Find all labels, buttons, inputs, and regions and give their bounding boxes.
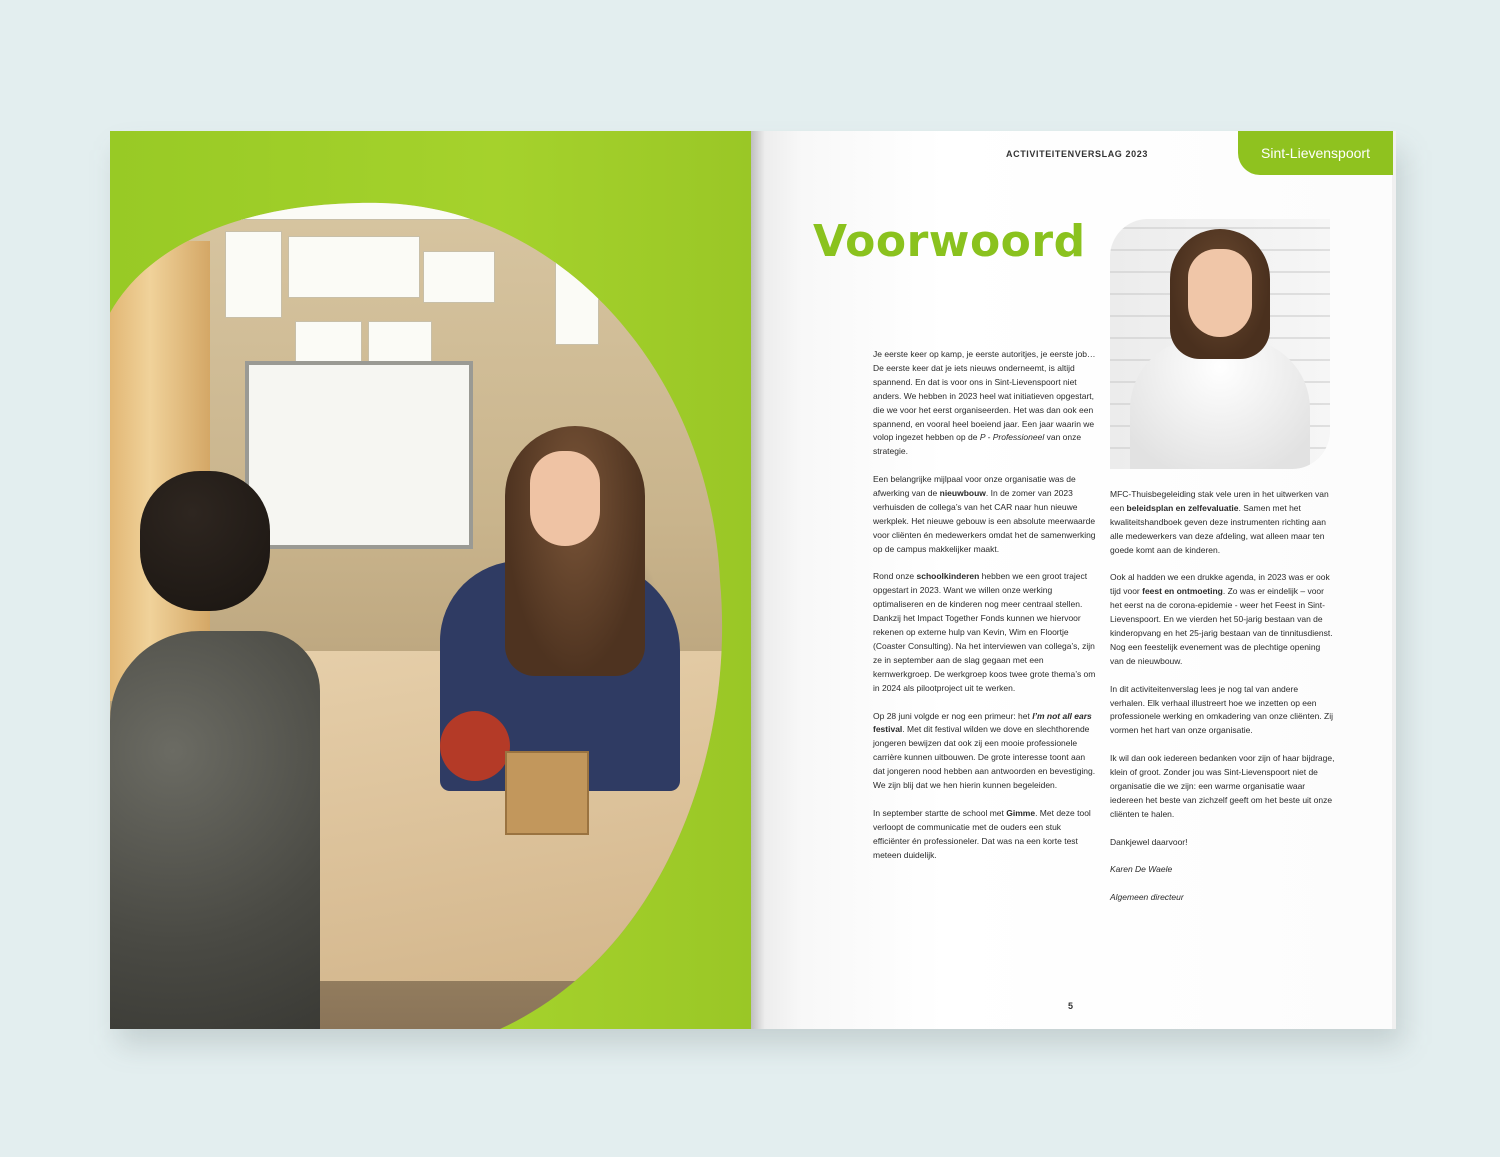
director-portrait <box>1110 219 1330 469</box>
signature-name: Karen De Waele <box>1110 864 1173 875</box>
alphabet-poster <box>228 196 480 220</box>
portrait-face <box>1188 249 1252 337</box>
signature-title: Algemeen directeur <box>1110 892 1184 903</box>
paragraph: MFC-Thuisbegeleiding stak vele uren in het uitwerken van een beleidsplan en zelfevaluatie. Samen met het kwaliteitshandboek geven deze instrumenten richting aan alle medewerkers van deze afdeling, wat alleen maar ten goede komt aan de kinderen. <box>1110 489 1329 555</box>
paragraph: In dit activiteitenverslag lees je nog tal van andere verhalen. Elk verhaal illustreert hoe we inzetten op een professionele werking en omkadering van onze cliënten. Zij vormen het hart van onze organisatie. <box>1110 683 1334 736</box>
teacher-face <box>530 451 600 546</box>
red-toy <box>440 711 510 781</box>
text-column-right <box>1110 488 1335 919</box>
left-page <box>110 131 751 1029</box>
wall-poster <box>423 251 495 303</box>
paragraph: Rond onze schoolkinderen hebben we een groot traject opgestart in 2023. Want we willen onze werking optimaliseren en de kinderen nog meer centraal stellen. Dankzij het Impact Together Fonds kunnen we hiervoor rekenen op externe hulp van Kevin, Wim en Floortje (Coaster Consulting). Na het interviewen van collega’s, zijn ze in september aan de slag gegaan met een kernwerkgroep. De werkgroep koos twee grote thema’s om in 2024 als pilootproject uit te werken. <box>873 571 1096 693</box>
paragraph: Ik wil dan ook iedereen bedanken voor zijn of haar bijdrage, klein of groot. Zonder jou was Sint-Lievenspoort niet de organisatie die we zijn: een warme organisatie waar iedereen het beste van zichzelf geeft om het beste uit onze cliënten te halen. <box>1110 753 1335 819</box>
boy-head <box>140 471 270 611</box>
paragraph: Een belangrijke mijlpaal voor onze organisatie was de afwerking van de nieuwbouw. In de zomer van 2023 verhuisden de collega’s van het CAR naar hun nieuwe werkplek. Het nieuwe gebouw is een absolute meerwaarde voor cliënten én medewerkers omdat het de samenwerking op de campus makkelijker maakt. <box>873 474 1096 554</box>
section-tab: Sint-Lievenspoort <box>1238 131 1393 175</box>
wall-poster <box>288 236 420 298</box>
page-number: 5 <box>1068 1001 1074 1011</box>
running-head: ACTIVITEITENVERSLAG 2023 <box>1006 149 1148 159</box>
paragraph: In september startte de school met Gimme. Met deze tool verloopt de communicatie met de ouders een stuk efficiënter én professioneler. Dat was na een korte test meteen duidelijk. <box>873 807 1091 860</box>
wall-poster <box>555 261 599 345</box>
closing-thanks: Dankjewel daarvoor! <box>1110 836 1188 847</box>
paragraph: Op 28 juni volgde er nog een primeur: het I’m not all ears festival. Met dit festival wilden we dove en slechthorende jongeren bewijzen dat ook zij een mooie professionele carrière kunnen uitbouwen. De grote interesse toont aan dat jongeren nood hebben aan antwoorden en bevestiging. We zijn blij dat we hen hierin kunnen begeleiden. <box>873 710 1096 791</box>
magazine-spread <box>110 131 1392 1029</box>
wooden-toy <box>505 751 589 835</box>
wall-poster <box>225 231 282 318</box>
whiteboard <box>245 361 473 549</box>
paragraph: Ook al hadden we een drukke agenda, in 2023 was er ook tijd voor feest en ontmoeting. Zo was er eindelijk – voor het eerst na de corona-epidemie - weer het Feest in Sint-Lievenspoort. En we vierden het 50-jarig bestaan van de kinderopvang en het 25-jarig bestaan van de tinnitusdienst. Nog een feestelijk evenement was de plechtige opening van de nieuwbouw. <box>1110 572 1333 666</box>
page-title: Voorwoord <box>813 216 1086 267</box>
right-page <box>751 131 1392 1029</box>
spine-gutter <box>751 131 765 1029</box>
paragraph: Je eerste keer op kamp, je eerste autoritjes, je eerste job… De eerste keer dat je iets nieuws onderneemt, is altijd spannend. En dat is voor ons in Sint-Lievenspoort niet anders. We hebben in 2023 heel wat initiatieven opgestart, die we voor het eerst organiseerden. Het was dan ook een spannend, en vooral heel boeiend jaar. Een jaar waarin we volop ingezet hebben op de P - Professioneel van onze strategie. <box>873 349 1096 457</box>
classroom-photo <box>110 181 751 1029</box>
text-column-left <box>873 348 1098 876</box>
boy-figure <box>110 631 320 1029</box>
